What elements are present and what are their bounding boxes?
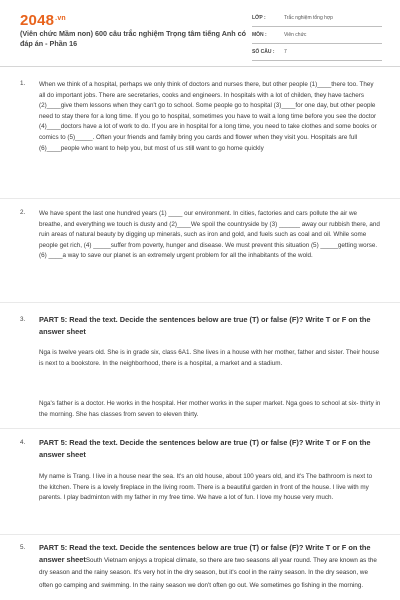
question-paragraph: My name is Trang. I live in a house near the sea. It's an old house, about 100 years old, and it's The bathroom is next to the kitchen. There is a lovely fireplace in the living room. There is a beautiful garden in front of the house. I live with my parents. I play badminton with my father in my free time. We have a lot of fun. I love my house very much. [39, 473, 373, 502]
socau-label: SỐ CÂU : [252, 49, 275, 55]
site-logo[interactable] [20, 12, 66, 29]
lop-label: LỚP : [252, 15, 266, 21]
question-heading: PART 5: Read the text. Decide the sentences below are true (T) or false (F)? Write T or F on the answer sheet [39, 315, 371, 336]
question-number: 1. [20, 80, 26, 87]
question-heading: PART 5: Read the text. Decide the sentences below are true (T) or false (F)? Write T or F on the answer sheet [39, 438, 371, 459]
socau-value: 7 [284, 49, 287, 55]
logo-main: 2048 [20, 12, 55, 29]
info-row-lop [252, 12, 382, 27]
document-title: (Viên chức Mầm non) 600 câu trắc nghiệm Trọng tâm tiếng Anh có đáp án - Phần 16 [20, 29, 247, 48]
question-separator [0, 534, 400, 535]
question-heading [39, 542, 381, 600]
lop-value: Trắc nghiệm tổng hợp [284, 15, 333, 21]
question-body: We have spent the last one hundred years (1) ____ our environment. In cities, factories and cars pollute the air we breathe, and everything we touch is dusty and (2)____We spoil the countryside by (3) ______ away our rubbish there, and ruin areas of natural beauty by digging up minerals, such as iron and gold, and fuels such as coal and oil. While some people get rich, (4) _____suffer from poverty, hunger and disease. We must prevent this situation (5) _____getting worse. (6) ____a way to save our planet is an extremely urgent problem for all the inhabitants of the wold. [39, 210, 380, 260]
question-separator [0, 302, 400, 303]
logo-suffix: .vn [55, 15, 66, 22]
question-paragraph: Nga is twelve years old. She is in grade six, class 6A1. She lives in a house with her mother, father and sister. Their house is next to a bookstore. In the neighborhood, there is a hospital, a market and a stadium. [39, 349, 380, 367]
page-header [0, 0, 400, 66]
question-separator [0, 198, 400, 199]
info-row-mon [252, 29, 382, 44]
mon-value: Viên chức [284, 32, 307, 38]
header-divider [0, 66, 400, 67]
question-paragraph: Nga's father is a doctor. He works in the hospital. Her mother works in the super market. Nga goes to school at six- thirty in the morning. She has classes from seven to eleven thirty. [39, 400, 381, 418]
question-heading-text: PART 5: Read the text. Decide the sentences below are true (T) or false (F)? Write T or F on the answer sheet [39, 543, 371, 564]
question-number: 3. [20, 316, 26, 323]
info-box [252, 12, 382, 63]
question-number: 4. [20, 439, 26, 446]
question-number: 5. [20, 544, 26, 551]
question-separator [0, 428, 400, 429]
info-row-socau [252, 46, 382, 61]
question-number: 2. [20, 209, 26, 216]
question-inline-body: South Vietnam enjoys a tropical climate, so there are two seasons all year round. They are known as the dry season and the rainy season. It's very hot in the dry season, but it's cool in the rainy season. In the dry season, we often go camping and swimming. In the rainy season we don't often go out. We sometimes go fishing in the morning. [39, 556, 377, 589]
mon-label: MÔN : [252, 32, 267, 38]
question-body: When we think of a hospital, perhaps we only think of doctors and nurses there, but other people (1)____there too. They all do important jobs. There are secretaries, cooks and engineers. In hospitals with a lot of childen, they have tachers (2)____give them lessons when they can't go to school. Some people go to hospital (3)____for one day, but other people need to stay there for a long time. If you go to hospital, sometimes you have to wait a long time before you see the doctor (4)____doctors have a lot of work to do. If you are in hospital for a long time, you need to take clothes and some books or comics to (5)_____. Often your friends and family bring you cards and flower when they visit you. Hospitals are full (6)____people who want to help you, but most of us still want to go home quickly [39, 81, 377, 152]
